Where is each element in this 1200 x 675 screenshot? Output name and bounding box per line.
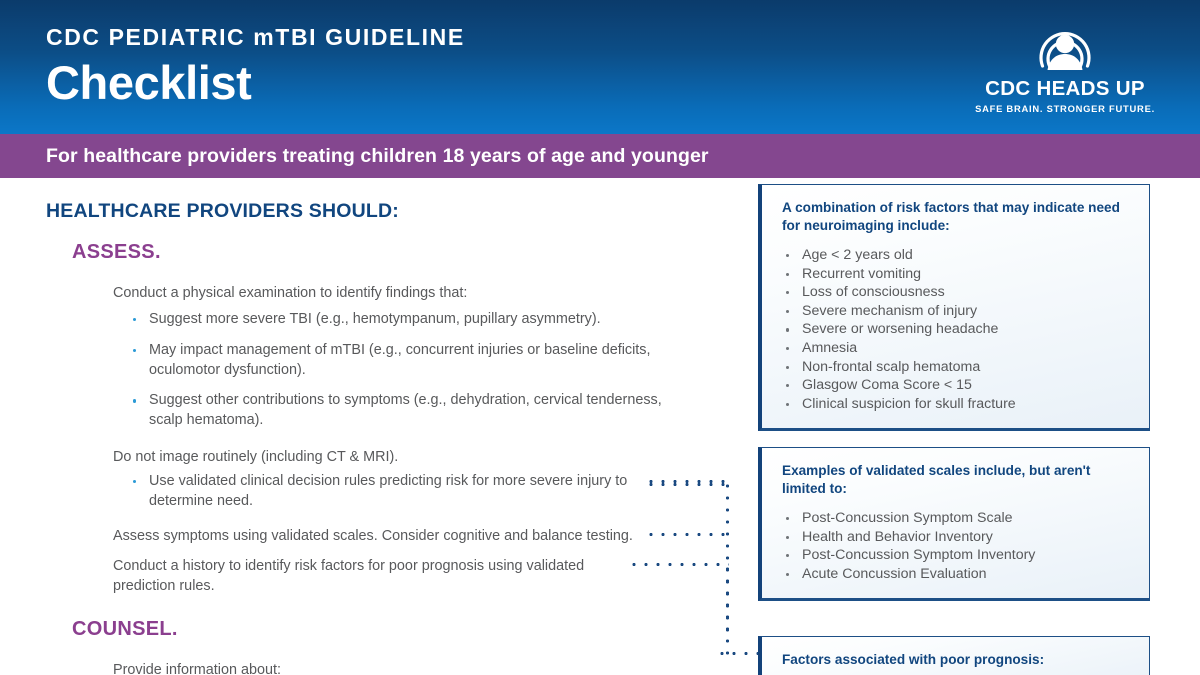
list-item: Use validated clinical decision rules predicting risk for more severe injury to determine need. bbox=[131, 472, 658, 512]
counsel-intro-text: Provide information about: bbox=[113, 662, 281, 675]
list-item: Suggest more severe TBI (e.g., hemotympanum, pupillary asymmetry). bbox=[131, 310, 676, 330]
page-section-heading: HEALTHCARE PROVIDERS SHOULD: bbox=[46, 200, 400, 222]
imaging-guidance-text: Do not image routinely (including CT & MRI). bbox=[113, 449, 399, 465]
connector-dots-scales-row bbox=[645, 533, 729, 536]
symptom-scales-text: Assess symptoms using validated scales. Consider cognitive and balance testing. bbox=[113, 528, 633, 544]
list-item: Severe mechanism of injury bbox=[782, 302, 1129, 321]
header-title-block bbox=[46, 26, 465, 107]
page-header bbox=[0, 0, 1200, 134]
callout-poor-prognosis bbox=[758, 636, 1150, 675]
left-column bbox=[0, 178, 720, 675]
list-item: Post-Concussion Symptom Scale bbox=[782, 509, 1129, 528]
list-item: Post-Concussion Symptom Inventory bbox=[782, 546, 1129, 565]
page-title: Checklist bbox=[46, 56, 252, 109]
assess-intro-text: Conduct a physical examination to identify findings that: bbox=[113, 285, 468, 301]
logo-tagline: SAFE BRAIN. STRONGER FUTURE. bbox=[975, 102, 1155, 114]
list-item: Recurrent vomiting bbox=[782, 265, 1129, 284]
callout-title: Examples of validated scales include, but aren't limited to: bbox=[782, 463, 1091, 496]
callout-validated-scales bbox=[758, 447, 1150, 601]
audience-band bbox=[0, 134, 1200, 178]
list-item: Age < 2 years old bbox=[782, 246, 1129, 265]
heads-up-person-in-arcs-icon bbox=[1034, 20, 1096, 76]
callout-list bbox=[762, 497, 1149, 598]
list-item: Severe or worsening headache bbox=[782, 320, 1129, 339]
cdc-heads-up-logo bbox=[970, 20, 1160, 113]
callout-risk-factors bbox=[758, 184, 1150, 431]
logo-name: CDC HEADS UP bbox=[985, 77, 1145, 100]
connector-dots-vertical-lower bbox=[726, 563, 729, 655]
list-item: Acute Concussion Evaluation bbox=[782, 565, 1129, 584]
connector-dots-rules-row bbox=[645, 480, 729, 483]
subsection-label-counsel: COUNSEL. bbox=[72, 618, 178, 640]
content-area bbox=[0, 178, 1200, 675]
connector-dots-to-prognosis-box bbox=[716, 652, 760, 655]
list-item: Clinical suspicion for skull fracture bbox=[782, 395, 1129, 414]
list-item: Non-frontal scalp hematoma bbox=[782, 358, 1129, 377]
subsection-label-assess: ASSESS. bbox=[72, 241, 161, 263]
decision-rules-list bbox=[131, 472, 676, 523]
assess-findings-list bbox=[131, 310, 676, 442]
list-item: May impact management of mTBI (e.g., concurrent injuries or baseline deficits, oculomotor dysfunction). bbox=[131, 341, 676, 381]
header-eyebrow: CDC PEDIATRIC mTBI GUIDELINE bbox=[46, 24, 465, 50]
list-item: Health and Behavior Inventory bbox=[782, 528, 1129, 547]
callout-title: Factors associated with poor prognosis: bbox=[782, 652, 1045, 667]
list-item: Glasgow Coma Score < 15 bbox=[782, 376, 1129, 395]
history-risk-factors-text: Conduct a history to identify risk factors for poor prognosis using validated prediction rules. bbox=[113, 558, 585, 594]
connector-dots-to-risk-box bbox=[645, 483, 729, 486]
callout-list bbox=[762, 234, 1149, 428]
list-item: Suggest other contributions to symptoms (e.g., dehydration, cervical tenderness, scalp hematoma). bbox=[131, 391, 676, 431]
connector-dots-history-row bbox=[628, 563, 729, 566]
list-item: Amnesia bbox=[782, 339, 1129, 358]
callout-title: A combination of risk factors that may indicate need for neuroimaging include: bbox=[782, 200, 1120, 233]
audience-band-text: For healthcare providers treating children 18 years of age and younger bbox=[46, 144, 709, 167]
list-item: Loss of consciousness bbox=[782, 283, 1129, 302]
